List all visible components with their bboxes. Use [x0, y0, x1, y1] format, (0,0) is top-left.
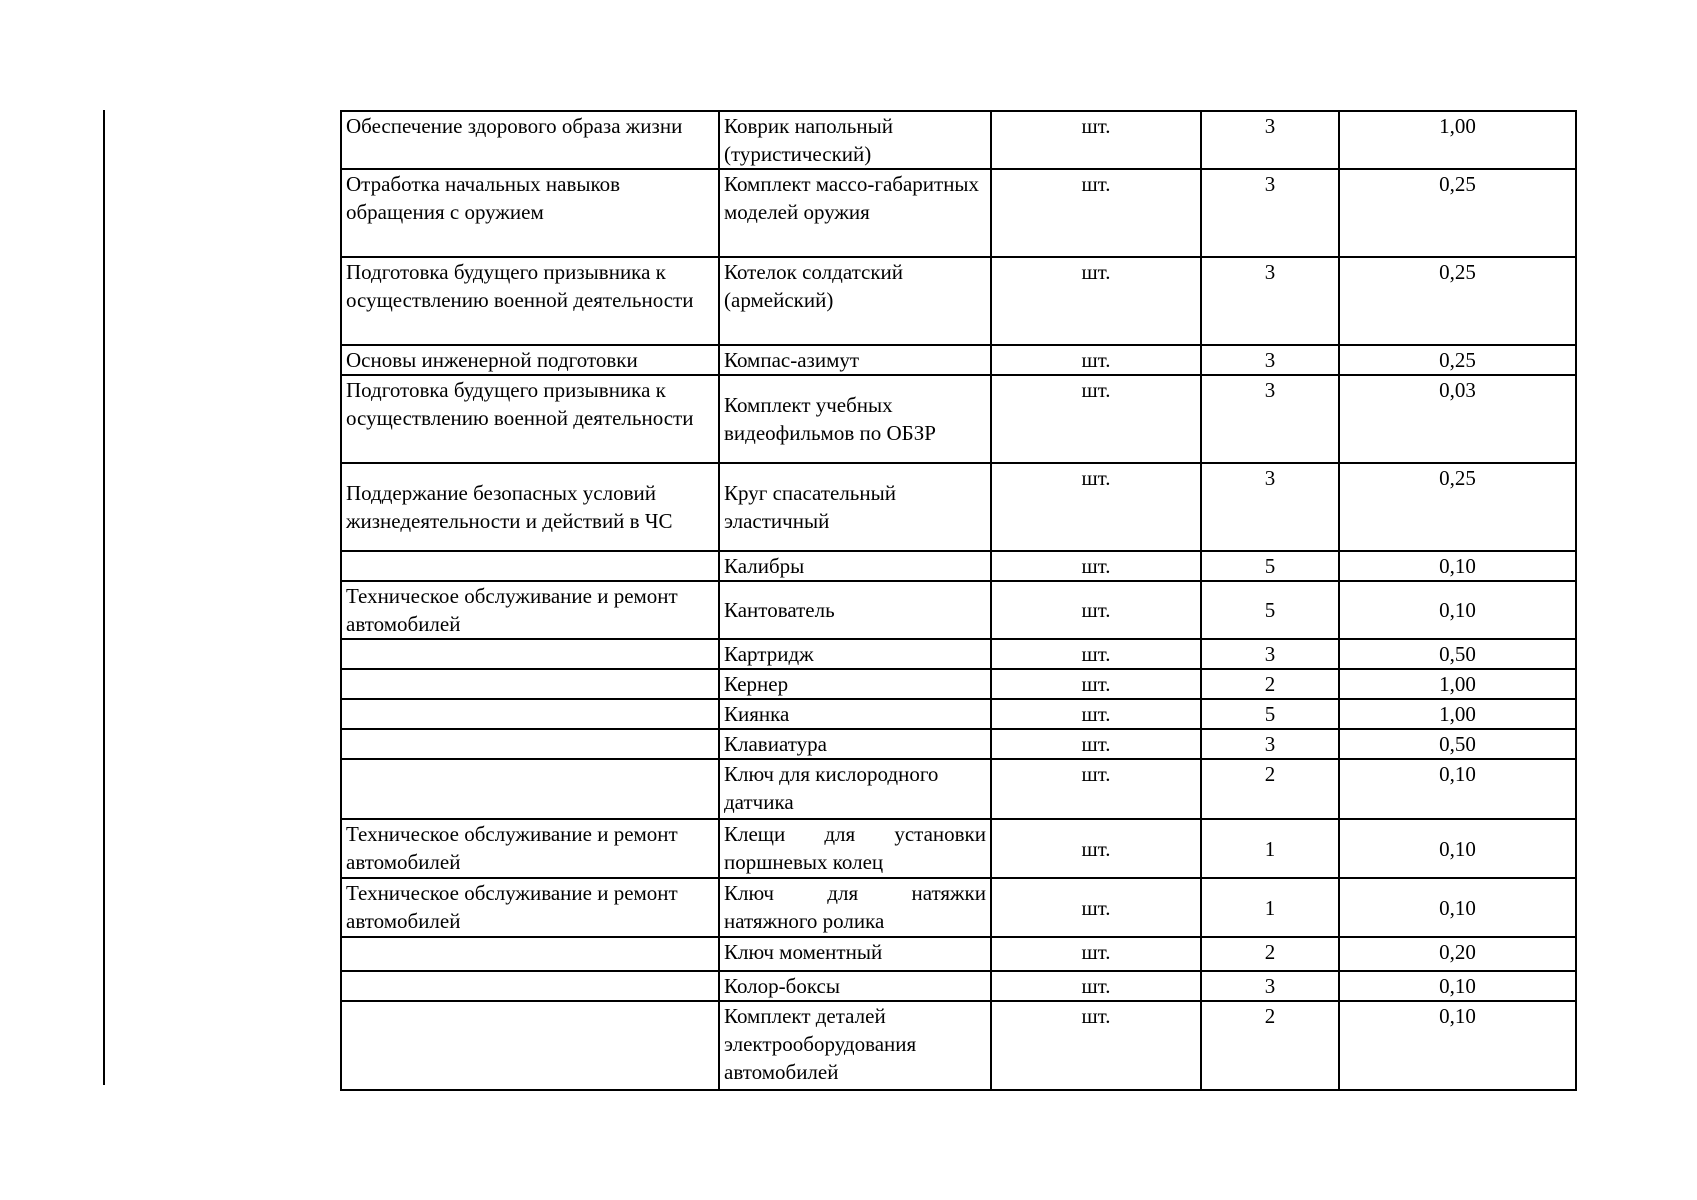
coefficient-cell: 0,10 [1339, 581, 1576, 639]
left-margin-line [103, 110, 105, 1085]
unit-cell: шт. [991, 699, 1201, 729]
table-row [341, 639, 1576, 669]
purpose-cell: Поддержание безопасных условий жизнедеятельности и действий в ЧС [341, 463, 719, 551]
coefficient-cell: 0,10 [1339, 1001, 1576, 1090]
quantity-cell: 5 [1201, 551, 1339, 581]
coefficient-cell: 0,25 [1339, 345, 1576, 375]
purpose-cell: Отработка начальных навыков обращения с оружием [341, 169, 719, 257]
coefficient-cell: 0,50 [1339, 729, 1576, 759]
unit-cell: шт. [991, 729, 1201, 759]
table-row [341, 111, 1576, 169]
purpose-cell: Обеспечение здорового образа жизни [341, 111, 719, 169]
quantity-cell: 3 [1201, 345, 1339, 375]
coefficient-cell: 0,10 [1339, 819, 1576, 878]
purpose-cell [341, 759, 719, 819]
unit-cell: шт. [991, 1001, 1201, 1090]
quantity-cell: 2 [1201, 937, 1339, 971]
item-name-cell: Киянка [719, 699, 991, 729]
table-row [341, 971, 1576, 1001]
table-row [341, 375, 1576, 463]
unit-cell: шт. [991, 581, 1201, 639]
quantity-cell: 5 [1201, 699, 1339, 729]
coefficient-cell: 0,50 [1339, 639, 1576, 669]
item-name-cell: Комплект учебных видеофильмов по ОБЗР [719, 375, 991, 463]
coefficient-cell: 0,10 [1339, 878, 1576, 937]
quantity-cell: 3 [1201, 463, 1339, 551]
item-name-cell: Колор-боксы [719, 971, 991, 1001]
purpose-cell [341, 699, 719, 729]
table-row [341, 345, 1576, 375]
coefficient-cell: 0,10 [1339, 759, 1576, 819]
quantity-cell: 3 [1201, 111, 1339, 169]
table-row [341, 937, 1576, 971]
coefficient-cell: 1,00 [1339, 669, 1576, 699]
purpose-cell: Подготовка будущего призывника к осуществлению военной деятельности [341, 257, 719, 345]
unit-cell: шт. [991, 971, 1201, 1001]
table-row [341, 819, 1576, 878]
quantity-cell: 1 [1201, 878, 1339, 937]
unit-cell: шт. [991, 551, 1201, 581]
purpose-cell [341, 669, 719, 699]
table-row [341, 551, 1576, 581]
item-name-cell: Компас-азимут [719, 345, 991, 375]
table-row [341, 878, 1576, 937]
item-name-cell: Ключ для кислородного датчика [719, 759, 991, 819]
unit-cell: шт. [991, 937, 1201, 971]
quantity-cell: 3 [1201, 729, 1339, 759]
item-name-cell: Коврик напольный (туристический) [719, 111, 991, 169]
purpose-cell [341, 551, 719, 581]
item-name-cell: Картридж [719, 639, 991, 669]
table-row [341, 729, 1576, 759]
unit-cell: шт. [991, 345, 1201, 375]
table-row [341, 581, 1576, 639]
quantity-cell: 3 [1201, 375, 1339, 463]
quantity-cell: 3 [1201, 169, 1339, 257]
purpose-cell [341, 1001, 719, 1090]
unit-cell: шт. [991, 375, 1201, 463]
purpose-cell [341, 639, 719, 669]
quantity-cell: 3 [1201, 639, 1339, 669]
coefficient-cell: 0,03 [1339, 375, 1576, 463]
table-row [341, 257, 1576, 345]
unit-cell: шт. [991, 111, 1201, 169]
unit-cell: шт. [991, 639, 1201, 669]
purpose-cell [341, 937, 719, 971]
quantity-cell: 1 [1201, 819, 1339, 878]
item-name-cell: Круг спасательный эластичный [719, 463, 991, 551]
unit-cell: шт. [991, 669, 1201, 699]
table-row [341, 669, 1576, 699]
purpose-cell: Основы инженерной подготовки [341, 345, 719, 375]
item-name-cell: Кернер [719, 669, 991, 699]
table-row [341, 169, 1576, 257]
purpose-cell [341, 971, 719, 1001]
item-name-cell: Котелок солдатский (армейский) [719, 257, 991, 345]
coefficient-cell: 0,25 [1339, 463, 1576, 551]
purpose-cell: Техническое обслуживание и ремонт автомобилей [341, 878, 719, 937]
table-row [341, 699, 1576, 729]
item-name-cell: Комплект деталей электрооборудования автомобилей [719, 1001, 991, 1090]
item-name-cell: Клавиатура [719, 729, 991, 759]
item-name-cell: Комплект массо-габаритных моделей оружия [719, 169, 991, 257]
quantity-cell: 3 [1201, 257, 1339, 345]
unit-cell: шт. [991, 463, 1201, 551]
quantity-cell: 5 [1201, 581, 1339, 639]
unit-cell: шт. [991, 759, 1201, 819]
item-name-cell: Клещи для установки поршневых колец [719, 819, 991, 878]
item-name-cell: Ключ для натяжки натяжного ролика [719, 878, 991, 937]
coefficient-cell: 0,25 [1339, 257, 1576, 345]
purpose-cell: Подготовка будущего призывника к осуществлению военной деятельности [341, 375, 719, 463]
quantity-cell: 2 [1201, 669, 1339, 699]
item-name-cell: Калибры [719, 551, 991, 581]
unit-cell: шт. [991, 169, 1201, 257]
purpose-cell: Техническое обслуживание и ремонт автомобилей [341, 581, 719, 639]
equipment-table [340, 110, 1577, 1091]
coefficient-cell: 1,00 [1339, 111, 1576, 169]
unit-cell: шт. [991, 878, 1201, 937]
coefficient-cell: 0,10 [1339, 551, 1576, 581]
coefficient-cell: 0,25 [1339, 169, 1576, 257]
purpose-cell [341, 729, 719, 759]
purpose-cell: Техническое обслуживание и ремонт автомобилей [341, 819, 719, 878]
coefficient-cell: 0,20 [1339, 937, 1576, 971]
coefficient-cell: 0,10 [1339, 971, 1576, 1001]
item-name-cell: Ключ моментный [719, 937, 991, 971]
quantity-cell: 3 [1201, 971, 1339, 1001]
item-name-cell: Кантователь [719, 581, 991, 639]
quantity-cell: 2 [1201, 759, 1339, 819]
coefficient-cell: 1,00 [1339, 699, 1576, 729]
table-row [341, 759, 1576, 819]
quantity-cell: 2 [1201, 1001, 1339, 1090]
table-row [341, 463, 1576, 551]
unit-cell: шт. [991, 257, 1201, 345]
unit-cell: шт. [991, 819, 1201, 878]
table-row [341, 1001, 1576, 1090]
